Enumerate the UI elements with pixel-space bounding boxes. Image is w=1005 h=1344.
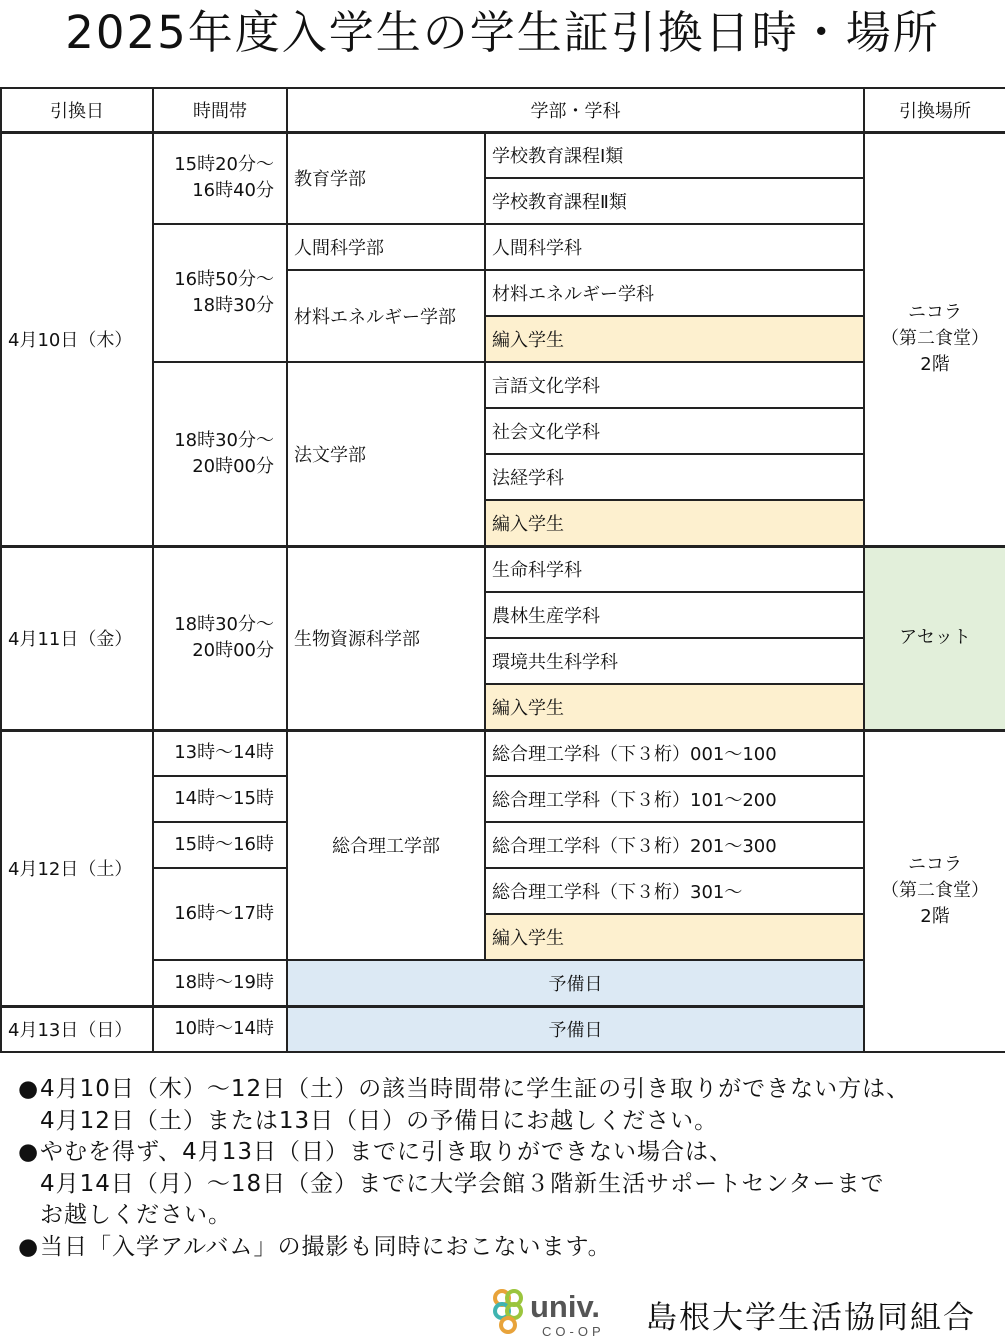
time-cell: 15時20分～ 16時40分	[153, 132, 287, 224]
date-cell: 4月10日（木）	[1, 132, 153, 546]
header-time: 時間帯	[153, 88, 287, 132]
bullet: ●	[18, 1139, 40, 1165]
footer	[490, 1284, 990, 1342]
page-title: 2025年度入学生の学生証引換日時・場所	[65, 6, 940, 59]
note-line: 当日「入学アルバム」の撮影も同時におこないます。	[40, 1233, 612, 1260]
table-row	[1, 730, 1005, 776]
date-cell: 4月11日（金）	[1, 546, 153, 730]
place-cell: ニコラ （第二食堂） 2階	[864, 132, 1005, 546]
date-cell: 4月12日（土）	[1, 730, 153, 1006]
organization-name: 島根大学生活協同組合	[646, 1300, 976, 1336]
note-item	[18, 1137, 988, 1232]
table-header-row	[1, 88, 1005, 132]
dept-cell: 農林生産学科	[485, 592, 864, 638]
faculty-cell: 法文学部	[287, 362, 485, 546]
time-cell: 16時～17時	[153, 868, 287, 960]
dept-cell: 材料エネルギー学科	[485, 270, 864, 316]
header-place: 引換場所	[864, 88, 1005, 132]
dept-cell: 言語文化学科	[485, 362, 864, 408]
time-cell: 14時～15時	[153, 776, 287, 822]
dept-cell-transfer: 編入学生	[485, 914, 864, 960]
dept-cell: 総合理工学科（下３桁）101～200	[485, 776, 864, 822]
faculty-cell: 総合理工学部	[287, 730, 485, 960]
place-cell: アセット	[864, 546, 1005, 730]
time-cell: 18時30分～ 20時00分	[153, 546, 287, 730]
schedule-table	[0, 87, 1005, 1053]
time-cell: 18時30分～ 20時00分	[153, 362, 287, 546]
time-cell: 15時～16時	[153, 822, 287, 868]
note-item	[18, 1232, 988, 1264]
reserve-day-cell: 予備日	[287, 960, 864, 1006]
faculty-cell: 教育学部	[287, 132, 485, 224]
time-cell: 10時～14時	[153, 1006, 287, 1052]
date-cell: 4月13日（日）	[1, 1006, 153, 1052]
note-line: お越しください。	[40, 1202, 232, 1228]
dept-cell: 社会文化学科	[485, 408, 864, 454]
time-cell: 18時～19時	[153, 960, 287, 1006]
dept-cell-transfer: 編入学生	[485, 684, 864, 730]
dept-cell-transfer: 編入学生	[485, 316, 864, 362]
note-line: 4月10日（木）～12日（土）の該当時間帯に学生証の引き取りができない方は、	[40, 1076, 911, 1102]
logo-subtext: CO-OP	[542, 1324, 605, 1339]
note-item	[18, 1074, 988, 1137]
table-row	[1, 132, 1005, 178]
univ-coop-logo	[490, 1284, 640, 1342]
dept-cell: 総合理工学科（下３桁）301～	[485, 868, 864, 914]
dept-cell: 学校教育課程Ⅰ類	[485, 132, 864, 178]
table-row	[1, 1006, 1005, 1052]
notes	[18, 1074, 988, 1263]
dept-cell: 総合理工学科（下３桁）001～100	[485, 730, 864, 776]
note-line: 4月12日（土）または13日（日）の予備日にお越しください。	[40, 1107, 719, 1134]
dept-cell: 法経学科	[485, 454, 864, 500]
place-cell: ニコラ （第二食堂） 2階	[864, 730, 1005, 1052]
header-date: 引換日	[1, 88, 153, 132]
faculty-cell: 材料エネルギー学部	[287, 270, 485, 362]
header-faculty: 学部・学科	[287, 88, 864, 132]
reserve-day-cell: 予備日	[287, 1006, 864, 1052]
logo-text: univ.	[530, 1289, 601, 1324]
dept-cell: 人間科学科	[485, 224, 864, 270]
bullet: ●	[18, 1233, 40, 1260]
time-cell: 13時～14時	[153, 730, 287, 776]
table-row	[1, 546, 1005, 592]
dept-cell: 生命科学科	[485, 546, 864, 592]
dept-cell-transfer: 編入学生	[485, 500, 864, 546]
dept-cell: 学校教育課程Ⅱ類	[485, 178, 864, 224]
note-line: 4月14日（月）～18日（金）までに大学会館３階新生活サポートセンターまで	[40, 1170, 885, 1197]
faculty-cell: 生物資源科学部	[287, 546, 485, 730]
dept-cell: 環境共生科学科	[485, 638, 864, 684]
note-line: やむを得ず、4月13日（日）までに引き取りができない場合は、	[40, 1139, 734, 1165]
faculty-cell: 人間科学部	[287, 224, 485, 270]
bullet: ●	[18, 1076, 40, 1102]
time-cell: 16時50分～ 18時30分	[153, 224, 287, 362]
dept-cell: 総合理工学科（下３桁）201～300	[485, 822, 864, 868]
